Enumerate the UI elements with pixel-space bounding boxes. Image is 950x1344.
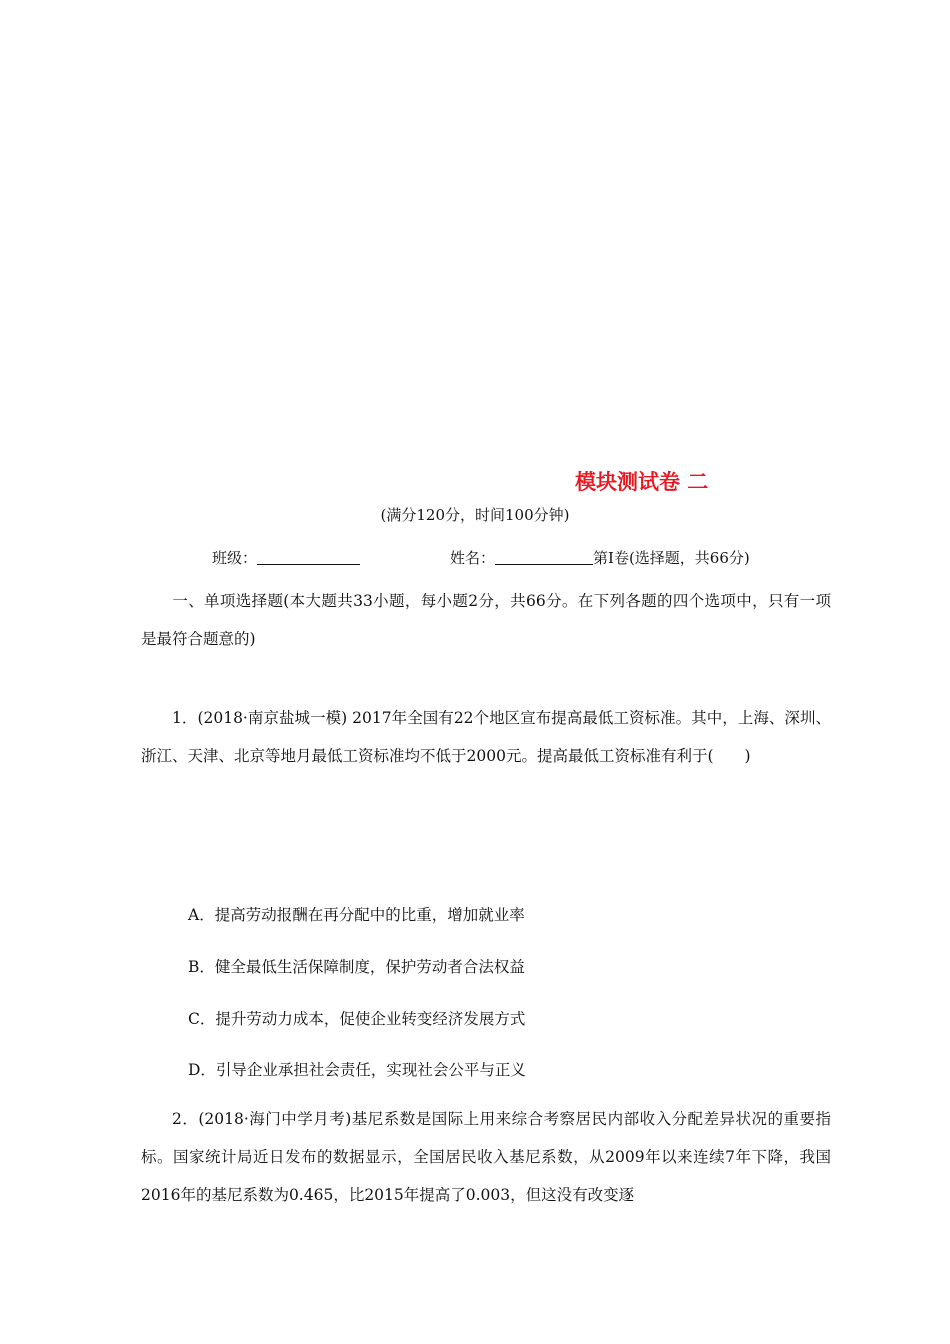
option-a[interactable]: A．提高劳动报酬在再分配中的比重，增加就业率 xyxy=(188,906,525,924)
question-1-stem xyxy=(141,699,831,775)
section-label: 第Ⅰ卷(选择题，共66分) xyxy=(593,549,750,567)
question-text: 1．(2018·南京盐城一模) 2017年全国有22个地区宣布提高最低工资标准。其中，上海、深圳、浙江、天津、北京等地月最低工资标准均不低于2000元。提高最低工资标准有利于( ) xyxy=(141,709,831,765)
question-2-stem xyxy=(141,1100,831,1214)
option-c[interactable]: C．提升劳动力成本，促使企业转变经济发展方式 xyxy=(188,1010,526,1028)
option-b[interactable]: B．健全最低生活保障制度，保护劳动者合法权益 xyxy=(188,958,525,976)
section-instructions xyxy=(141,582,831,658)
student-info-line xyxy=(212,547,750,568)
class-label: 班级： xyxy=(212,549,258,567)
page-title: 模块测试卷 二 xyxy=(575,470,709,494)
exam-subtitle: (满分120分，时间100分钟) xyxy=(380,506,570,524)
option-d[interactable]: D．引导企业承担社会责任，实现社会公平与正义 xyxy=(188,1061,526,1079)
question-text: 2．(2018·海门中学月考)基尼系数是国际上用来综合考察居民内部收入分配差异状况的重要指标。国家统计局近日发布的数据显示，全国居民收入基尼系数，从2009年以来连续7年下降，我国2016年的基尼系数为0.465，比2015年提高了0.003，但这没有改变逐 xyxy=(141,1110,831,1204)
name-blank[interactable] xyxy=(495,550,593,565)
instructions-text: 一、单项选择题(本大题共33小题，每小题2分，共66分。在下列各题的四个选项中，只有一项是最符合题意的) xyxy=(141,592,831,648)
name-label: 姓名： xyxy=(450,549,496,567)
class-blank[interactable] xyxy=(257,550,360,565)
